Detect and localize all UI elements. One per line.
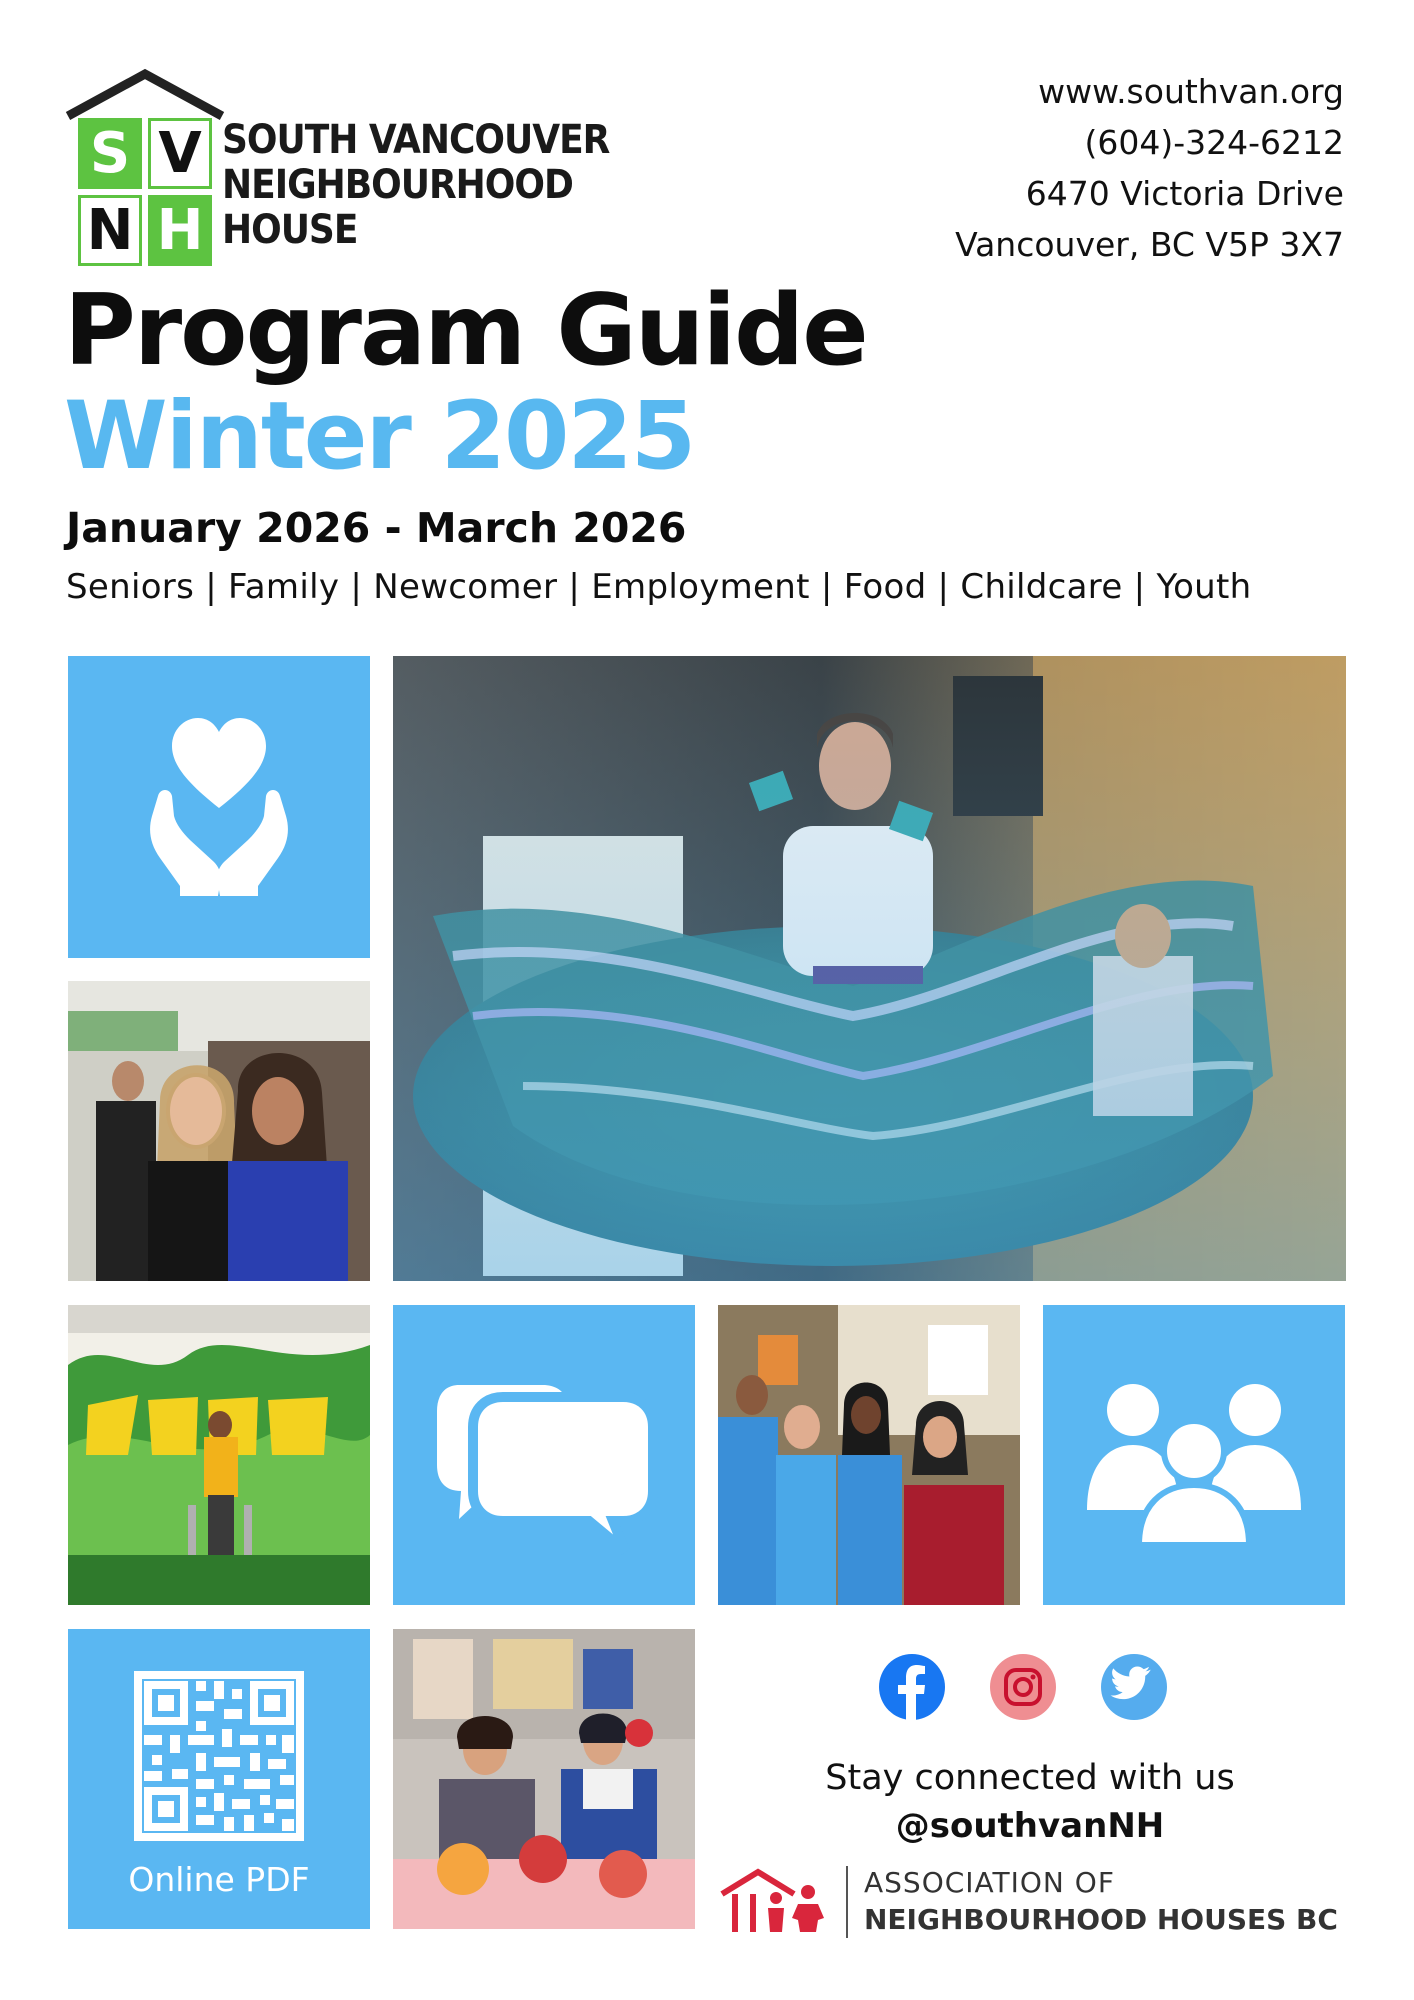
partner-name-line-2: NEIGHBOURHOOD HOUSES BC bbox=[864, 1903, 1338, 1936]
logo-letter-h: H bbox=[148, 195, 212, 266]
mural-photo bbox=[68, 1305, 370, 1605]
volunteers-photo-image bbox=[718, 1305, 1020, 1605]
organization-name-line-2: NEIGHBOURHOOD bbox=[222, 162, 573, 208]
online-pdf-label[interactable]: Online PDF bbox=[128, 1860, 310, 1899]
partner-name-line-1: ASSOCIATION OF bbox=[864, 1866, 1115, 1899]
facebook-icon[interactable] bbox=[877, 1652, 947, 1722]
program-categories: Seniors | Family | Newcomer | Employment | Food | Childcare | Youth bbox=[66, 567, 1252, 607]
date-range: January 2026 - March 2026 bbox=[66, 504, 687, 552]
care-tile bbox=[68, 656, 370, 958]
conversation-tile bbox=[393, 1305, 695, 1605]
logo-letter-n: N bbox=[78, 195, 142, 266]
online-pdf-tile[interactable] bbox=[68, 1629, 370, 1929]
website-link[interactable]: www.southvan.org bbox=[1038, 72, 1344, 111]
dancer-photo bbox=[393, 656, 1346, 1281]
partner-logo-divider bbox=[846, 1866, 848, 1938]
speech-bubbles-icon bbox=[393, 1305, 695, 1605]
organization-name bbox=[222, 118, 609, 253]
social-handle[interactable]: @southvanNH bbox=[895, 1806, 1165, 1846]
neighbourhood-houses-logo-icon bbox=[718, 1868, 830, 1934]
organization-name-line-1: SOUTH VANCOUVER bbox=[222, 117, 610, 163]
mural-photo-image bbox=[68, 1305, 370, 1605]
heart-in-hands-icon bbox=[68, 656, 370, 958]
page-title: Program Guide bbox=[64, 274, 867, 388]
community-tile bbox=[1043, 1305, 1345, 1605]
instagram-icon[interactable] bbox=[988, 1652, 1058, 1722]
stay-connected-text: Stay connected with us bbox=[825, 1758, 1235, 1798]
logo-roof-icon bbox=[64, 68, 226, 120]
dancer-photo-image bbox=[393, 656, 1346, 1281]
volunteers-photo bbox=[718, 1305, 1020, 1605]
svnh-logo bbox=[78, 118, 212, 263]
twitter-icon[interactable] bbox=[1099, 1652, 1169, 1722]
phone-number[interactable]: (604)-324-6212 bbox=[1084, 123, 1344, 162]
street-address: 6470 Victoria Drive bbox=[1025, 174, 1344, 213]
logo-letter-s: S bbox=[78, 118, 142, 189]
crafts-photo bbox=[393, 1629, 695, 1929]
city-address: Vancouver, BC V5P 3X7 bbox=[955, 225, 1344, 264]
crafts-photo-image bbox=[393, 1629, 695, 1929]
season-title: Winter 2025 bbox=[64, 382, 695, 491]
contact-block bbox=[955, 66, 1344, 270]
organization-name-line-3: HOUSE bbox=[222, 207, 358, 253]
people-group-icon bbox=[1043, 1305, 1345, 1605]
staff-photo bbox=[68, 981, 370, 1281]
logo-letter-v: V bbox=[148, 118, 212, 189]
staff-photo-image bbox=[68, 981, 370, 1281]
